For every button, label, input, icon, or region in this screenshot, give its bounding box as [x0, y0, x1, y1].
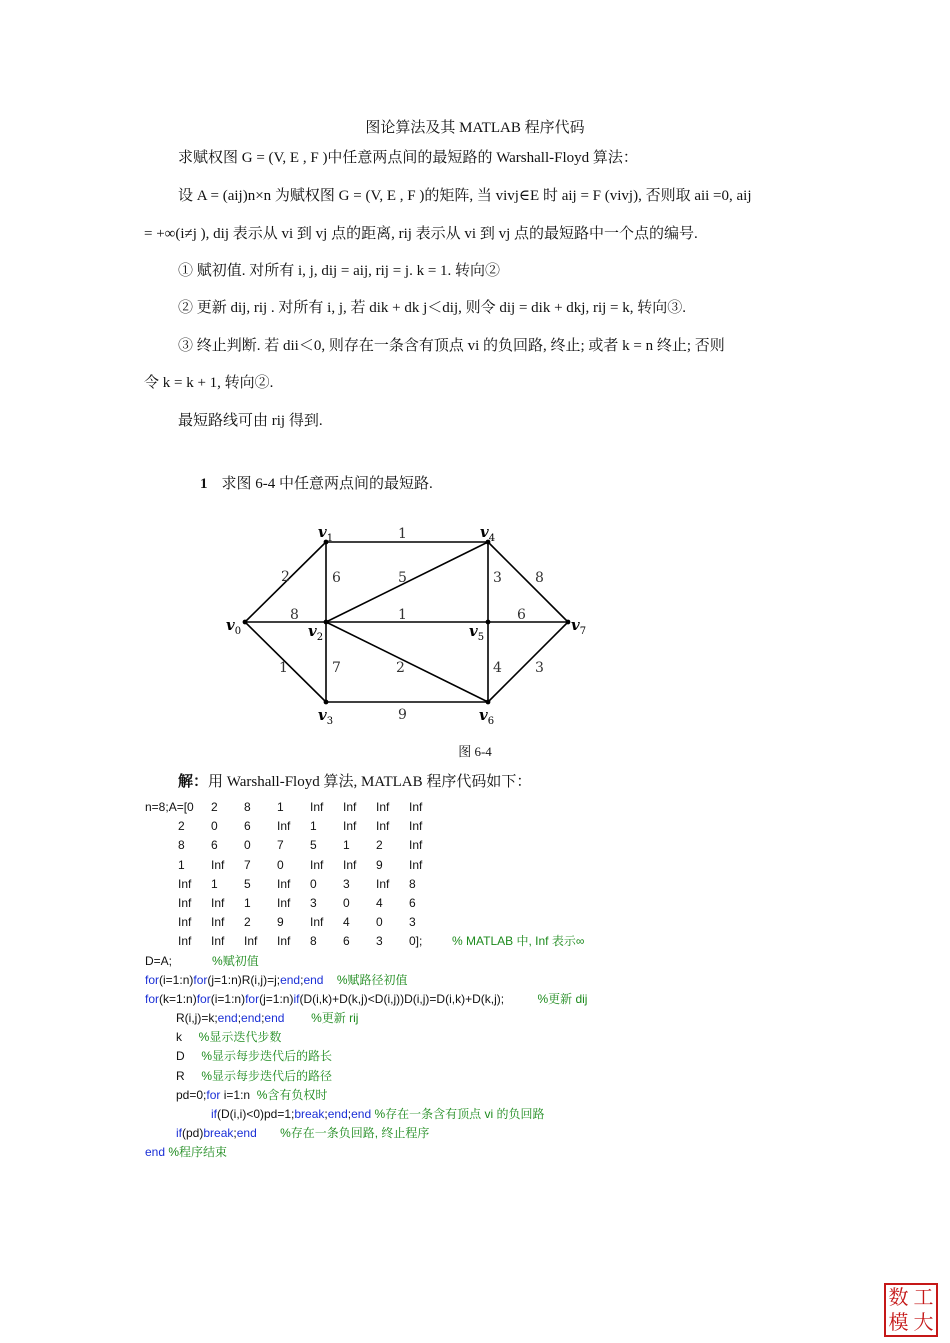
- code-text: (pd): [182, 1126, 204, 1141]
- code-keyword: if: [211, 1107, 217, 1121]
- edge-weight-label: 9: [398, 707, 407, 723]
- code-text: ;: [300, 972, 304, 987]
- edge-weight-label: 1: [279, 660, 288, 676]
- matrix-cell: 8: [409, 876, 416, 891]
- matrix-cell: Inf: [310, 857, 324, 872]
- graph-edge: [326, 542, 488, 622]
- matrix-cell: 7: [244, 857, 251, 872]
- code-keyword: if: [293, 991, 300, 1006]
- code-line: [145, 971, 587, 990]
- code-comment: %显示迭代步数: [198, 1030, 282, 1045]
- matrix-cell: 0: [244, 838, 251, 853]
- code-spacer: [504, 992, 537, 1006]
- matrix-cell: 5: [244, 876, 251, 891]
- code-text: pd=0;: [176, 1087, 207, 1102]
- matrix-cell: 9: [376, 857, 383, 872]
- edge-weight-label: 6: [332, 570, 341, 586]
- code-keyword: for: [193, 972, 208, 987]
- code-matrix-row: [145, 836, 587, 855]
- matrix-cell: Inf: [343, 857, 357, 872]
- matrix-cell: 1: [211, 876, 218, 891]
- edge-weight-label: 6: [517, 607, 526, 623]
- matrix-cell: 9: [277, 915, 284, 930]
- matrix-cell: Inf: [277, 895, 291, 910]
- problem-heading: [200, 472, 433, 493]
- matrix-cell: 3: [409, 915, 416, 930]
- code-matrix-row: [145, 798, 587, 817]
- matrix-cell: 7: [277, 838, 284, 853]
- matrix-cell: 2: [244, 915, 251, 930]
- code-comment: %显示每步迭代后的路长: [201, 1049, 333, 1064]
- edge-weight-label: 3: [493, 570, 502, 586]
- code-keyword: for: [206, 1087, 221, 1102]
- code-text: (j=1:n)R(i,j)=j;: [207, 972, 281, 987]
- code-matrix-row: [145, 856, 587, 875]
- code-comment: %赋路径初值: [336, 972, 408, 987]
- matrix-cell: 0: [343, 895, 350, 910]
- code-comment: %存在一条含有顶点 vi 的负回路: [374, 1107, 545, 1121]
- code-keyword: end: [327, 1107, 348, 1121]
- code-matrix-row: [145, 932, 587, 951]
- matrix-cell: Inf: [310, 915, 324, 930]
- code-matrix-prefix: n=8;A=[0: [145, 800, 194, 814]
- matrix-cell: Inf: [343, 819, 357, 834]
- step-3-continued: 令 k = k + 1, 转向②.: [144, 375, 274, 391]
- code-line: [145, 1124, 587, 1143]
- code-comment: %含有负权时: [256, 1087, 328, 1102]
- matrix-cell: Inf: [409, 819, 423, 834]
- edge-weight-label: 2: [281, 569, 290, 585]
- solution-text: 用 Warshall-Floyd 算法, MATLAB 程序代码如下：: [208, 774, 532, 790]
- code-keyword: for: [145, 991, 160, 1006]
- matrix-cell: Inf: [244, 934, 258, 949]
- code-keyword: end: [145, 1145, 166, 1160]
- code-text: (i=1:n): [210, 991, 246, 1006]
- graph-node: [324, 620, 329, 625]
- graph-node: [324, 700, 329, 705]
- code-line: [145, 1067, 587, 1086]
- edge-weight-label: 7: [332, 660, 341, 676]
- edge-weight-label: 8: [535, 570, 544, 586]
- code-keyword: break: [294, 1107, 325, 1121]
- matrix-cell: 3: [310, 895, 317, 910]
- code-keyword: end: [241, 1011, 262, 1026]
- code-spacer: [172, 954, 212, 968]
- code-line: [145, 1028, 587, 1047]
- code-text: (j=1:n): [259, 991, 294, 1006]
- code-comment: %存在一条负回路, 终止程序: [280, 1126, 430, 1141]
- matrix-cell: 1: [310, 819, 317, 834]
- matrix-cell: Inf: [277, 819, 291, 834]
- matrix-cell: 4: [343, 915, 350, 930]
- solution-intro: [178, 770, 531, 791]
- matrix-cell: 8: [244, 800, 251, 814]
- node-label: $v_2$: [308, 622, 324, 643]
- matrix-cell: Inf: [211, 915, 225, 930]
- code-text: D=A;: [145, 953, 173, 968]
- edge-weight-label: 2: [396, 660, 405, 676]
- code-line: [145, 1105, 587, 1124]
- edge-weight-label: 8: [290, 607, 299, 623]
- code-text: (D(i,k)+D(k,j)<D(i,j))D(i,j)=D(i,k)+D(k,j);: [299, 991, 505, 1006]
- matrix-cell: 0: [376, 915, 383, 930]
- code-comment: %赋初值: [212, 953, 259, 968]
- seal-char: 大: [913, 1310, 934, 1334]
- code-keyword: if: [176, 1126, 182, 1141]
- code-comment: %显示每步迭代后的路径: [201, 1068, 333, 1083]
- matrix-cell: 1: [343, 838, 350, 853]
- code-spacer: [257, 1126, 280, 1140]
- code-keyword: for: [196, 991, 211, 1006]
- code-spacer: [185, 1049, 202, 1063]
- code-text: ;: [324, 1107, 328, 1121]
- code-text: R(i,j)=k;: [176, 1011, 218, 1026]
- node-label: $v_0$: [226, 616, 242, 637]
- code-matrix-row: [145, 875, 587, 894]
- code-spacer: [250, 1088, 257, 1102]
- matrix-cell: Inf: [178, 876, 192, 891]
- code-keyword: end: [217, 1011, 238, 1026]
- matrix-cell: 6: [409, 895, 416, 910]
- code-keyword: end: [280, 972, 301, 987]
- matrix-cell: Inf: [376, 800, 390, 814]
- figure-caption: 图 6-4: [458, 744, 492, 759]
- seal-stamp: [884, 1283, 938, 1337]
- matrix-cell: 6: [244, 819, 251, 834]
- matrix-cell: 6: [211, 838, 218, 853]
- code-keyword: for: [145, 972, 160, 987]
- matrix-cell: 5: [310, 838, 317, 853]
- code-spacer: [185, 1069, 202, 1083]
- matrix-cell: Inf: [376, 876, 390, 891]
- matrix-cell: Inf: [409, 800, 423, 814]
- matrix-cell: Inf: [343, 800, 357, 814]
- graph-node: [566, 620, 571, 625]
- code-spacer: [284, 1011, 311, 1025]
- node-label: $v_7$: [571, 616, 587, 637]
- matrix-cell: 3: [343, 876, 350, 891]
- matrix-cell: 6: [343, 934, 350, 949]
- code-line: [145, 990, 587, 1009]
- matrix-cell: Inf: [211, 934, 225, 949]
- step-3: ③ 终止判断. 若 dii＜0, 则存在一条含有顶点 vi 的负回路, 终止; 或者 k = n 终止; 否则: [178, 338, 725, 354]
- code-text: ;: [347, 1107, 352, 1121]
- solution-label: 解：: [178, 774, 209, 790]
- step-1: ① 赋初值. 对所有 i, j, dij = aij, rij = j. k = 1. 转向②: [178, 263, 501, 279]
- matrix-cell: 2: [178, 819, 185, 834]
- code-line: [145, 1047, 587, 1066]
- matrix-cell: 8: [178, 838, 185, 853]
- graph-edge: [326, 622, 488, 702]
- code-text: D: [176, 1049, 185, 1064]
- algorithm-intro: 求赋权图 G = (V, E , F )中任意两点间的最短路的 Warshall-Floyd 算法：: [178, 150, 638, 166]
- code-text: ;: [233, 1126, 237, 1141]
- matrix-cell: Inf: [310, 800, 324, 814]
- code-comment: %程序结束: [168, 1145, 228, 1160]
- matrix-cell: Inf: [376, 819, 390, 834]
- matrix-cell: Inf: [277, 876, 291, 891]
- path-note: 最短路线可由 rij 得到.: [178, 413, 323, 429]
- code-comment: %更新 rij: [311, 1011, 359, 1026]
- matrix-cell: Inf: [409, 857, 423, 872]
- setup-line-1: 设 A = (aij)n×n 为赋权图 G = (V, E , F )的矩阵, 当 vivj∈E 时 aij = F (vivj), 否则取 aii =0, aij: [178, 188, 752, 204]
- code-keyword: end: [303, 972, 324, 987]
- code-text: (D(i,i)<0)pd=1;: [217, 1107, 295, 1121]
- seal-char: 数: [888, 1285, 909, 1309]
- matrix-cell: Inf: [178, 934, 192, 949]
- graph-node: [486, 700, 491, 705]
- matrix-cell: Inf: [178, 895, 192, 910]
- code-spacer: [323, 973, 336, 987]
- code-line: [145, 1143, 587, 1162]
- problem-number: 1: [200, 476, 208, 492]
- code-comment: %更新 dij: [537, 991, 588, 1006]
- graph-node: [243, 620, 248, 625]
- page-title: 图论算法及其 MATLAB 程序代码: [365, 120, 585, 136]
- matrix-cell: 0];: [409, 934, 423, 949]
- node-label: $v_3$: [318, 706, 334, 727]
- matrix-cell: 8: [310, 934, 317, 949]
- code-keyword: end: [351, 1107, 372, 1121]
- matrix-cell: Inf: [211, 895, 225, 910]
- code-comment: % MATLAB 中, Inf 表示∞: [452, 934, 585, 949]
- code-matrix-row: [145, 913, 587, 932]
- matrix-cell: 1: [277, 800, 284, 814]
- matrix-cell: 0: [310, 876, 317, 891]
- code-spacer: [442, 934, 452, 948]
- code-text: ;: [261, 1011, 265, 1026]
- node-label: $v_5$: [469, 622, 485, 643]
- matrix-cell: Inf: [277, 934, 291, 949]
- edge-weight-label: 1: [398, 607, 407, 623]
- code-line: [145, 1009, 587, 1028]
- matrix-cell: 0: [277, 857, 284, 872]
- matrix-cell: 0: [211, 819, 218, 834]
- seal-char: 模: [888, 1310, 909, 1334]
- code-keyword: end: [264, 1011, 285, 1026]
- matrix-cell: Inf: [178, 915, 192, 930]
- edge-weight-label: 1: [398, 526, 407, 542]
- code-text: R: [176, 1068, 185, 1083]
- edge-weight-label: 4: [493, 660, 502, 676]
- code-matrix-row: [145, 894, 587, 913]
- graph-figure: [0, 510, 950, 735]
- step-2: ② 更新 dij, rij . 对所有 i, j, 若 dik + dk j＜dij, 则令 dij = dik + dkj, rij = k, 转向③.: [178, 300, 687, 316]
- edge-weight-label: 3: [535, 660, 544, 676]
- code-line: [145, 952, 587, 971]
- code-spacer: [182, 1030, 199, 1044]
- code-line: [145, 1086, 587, 1105]
- matrix-cell: 4: [376, 895, 383, 910]
- code-text: (k=1:n): [159, 991, 197, 1006]
- edge-weight-label: 5: [398, 570, 407, 586]
- code-text: i=1:n: [220, 1087, 251, 1102]
- matrix-cell: Inf: [409, 838, 423, 853]
- node-label: $v_1$: [318, 523, 334, 544]
- node-label: $v_6$: [479, 706, 495, 727]
- matlab-code: [145, 798, 587, 1163]
- code-keyword: for: [245, 991, 260, 1006]
- matrix-cell: 1: [244, 895, 251, 910]
- node-label: $v_4$: [480, 523, 496, 544]
- matrix-cell: Inf: [211, 857, 225, 872]
- graph-node: [486, 620, 491, 625]
- code-text: k: [176, 1030, 182, 1045]
- matrix-cell: 1: [178, 857, 185, 872]
- matrix-cell: 2: [376, 838, 383, 853]
- seal-char: 工: [913, 1285, 934, 1309]
- code-keyword: break: [203, 1126, 234, 1141]
- matrix-cell: 3: [376, 934, 383, 949]
- setup-line-2: = +∞(i≠j ), dij 表示从 vi 到 vj 点的距离, rij 表示从 vi 到 vj 点的最短路中一个点的编号.: [144, 226, 698, 242]
- code-text: (i=1:n): [159, 972, 194, 987]
- code-keyword: end: [236, 1126, 257, 1141]
- code-text: ;: [237, 1011, 242, 1026]
- code-matrix-row: [145, 817, 587, 836]
- matrix-cell: 2: [211, 800, 218, 814]
- problem-text: 求图 6-4 中任意两点间的最短路.: [221, 476, 433, 492]
